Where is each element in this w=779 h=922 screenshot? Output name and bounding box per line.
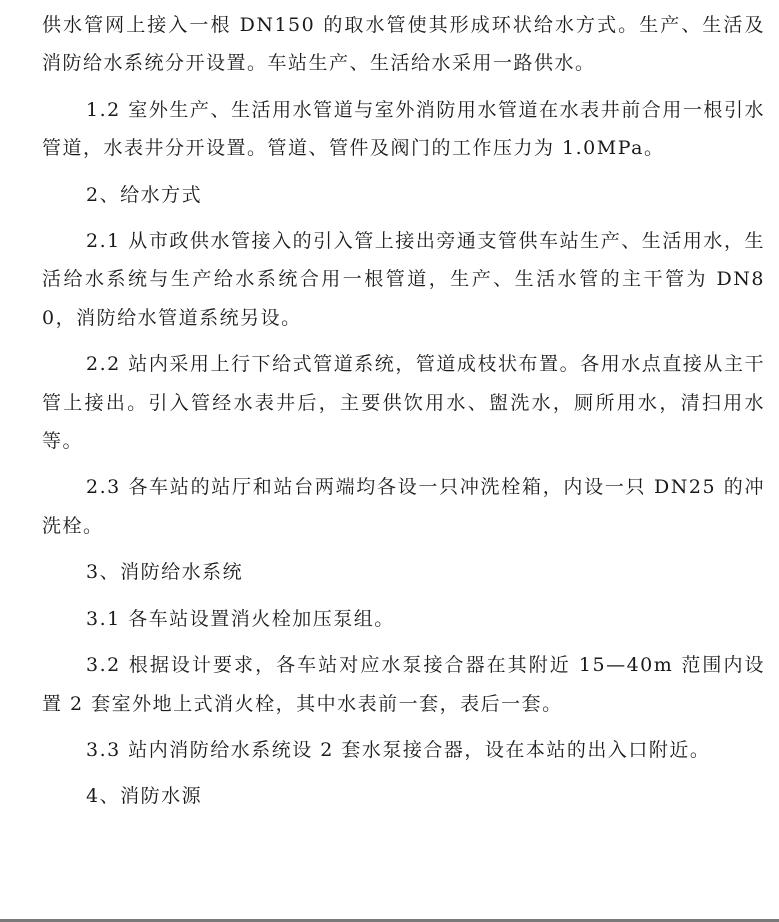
paragraph-2-2: 2.2 站内采用上行下给式管道系统，管道成枝状布置。各用水点直接从主干管上接出。引入管经水表井后，主要供饮用水、盥洗水，厕所用水，清扫用水等。 <box>42 353 765 453</box>
paragraph-3-2: 3.2 根据设计要求，各车站对应水泵接合器在其附近 15—40m 范围内设置 2 套室外地上式消火栓，其中水表前一套，表后一套。 <box>42 654 765 715</box>
paragraph-continuation: 供水管网上接入一根 DN150 的取水管使其形成环状给水方式。生产、生活及消防给水系统分开设置。车站生产、生活给水采用一路供水。 <box>42 14 765 75</box>
section-heading-2: 2、给水方式 <box>86 183 203 206</box>
paragraph-2-3: 2.3 各车站的站厅和站台两端均各设一只冲洗栓箱，内设一只 DN25 的冲洗栓。 <box>42 476 765 537</box>
paragraph-3-3: 3.3 站内消防给水系统设 2 套水泵接合器，设在本站的出入口附近。 <box>86 738 711 761</box>
paragraph-2-1: 2.1 从市政供水管接入的引入管上接出旁通支管供车站生产、生活用水，生活给水系统与生产给水系统合用一根管道，生产、生活水管的主干管为 DN80，消防给水管道系统另设。 <box>42 230 765 329</box>
paragraph-3-1: 3.1 各车站设置消火栓加压泵组。 <box>86 607 395 630</box>
section-heading-3: 3、消防给水系统 <box>86 561 244 584</box>
paragraph-1-2: 1.2 室外生产、生活用水管道与室外消防用水管道在水表井前合用一根引水管道，水表井分开设置。管道、管件及阀门的工作压力为 1.0MPa。 <box>42 98 765 160</box>
section-heading-4: 4、消防水源 <box>86 785 203 808</box>
